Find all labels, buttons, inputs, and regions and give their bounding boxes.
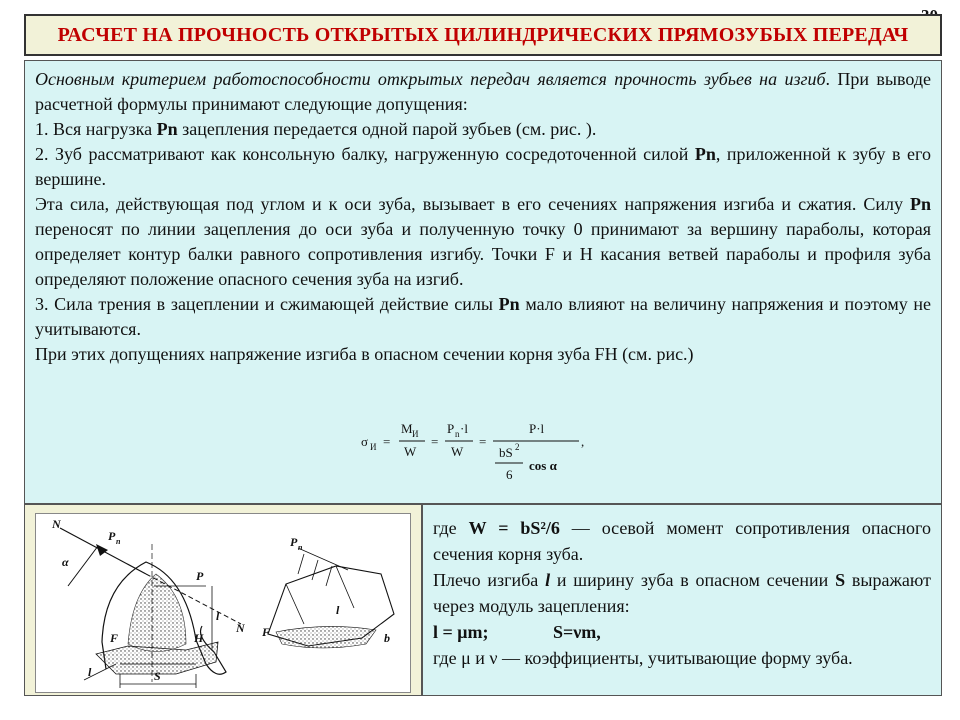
arm-text-e: выражают через модуль зацепления: [433, 570, 931, 616]
tooth-3d-edge [286, 584, 304, 624]
arm-text-c: и ширину зуба в опасном сечении [550, 570, 836, 590]
paragraph-conclusion: При этих допущениях напряжение изгиба в опасном сечении корня зуба FH (см. рис.) [35, 344, 694, 364]
paragraph-force [35, 192, 931, 292]
assumption-1 [35, 117, 931, 142]
formula-cos: cos α [529, 458, 557, 473]
label-pn2: P [290, 535, 298, 549]
criterion-rest: . При выводе расчетной формулы принимают следующие допущения: [35, 69, 931, 114]
figure-panel [24, 504, 422, 696]
page-title: РАСЧЕТ НА ПРОЧНОСТЬ ОТКРЫТЫХ ЦИЛИНДРИЧЕСКИХ ПРЯМОЗУБЫХ ПЕРЕДАЧ [57, 23, 909, 46]
assumption-3-pn: Pn [498, 294, 520, 314]
assumption-3-rest: мало влияют на величину напряжения и поэтому не учитываются. [35, 294, 931, 339]
label-n2: N [236, 621, 245, 635]
formula-comma: , [581, 434, 585, 449]
assumption-3-text: 3. Сила трения в зацеплении и сжимающей действие силы [35, 294, 499, 314]
tooth-3d-section [276, 626, 376, 648]
force-rest: переносят по линии зацепления до оси зуба и полученную точку 0 принимают за вершину параболы, которая определяет контур балки равного сопротивления изгибу. Точки F и H касания ветвей параболы и профиля зуба определяют положение опасного сечения зуба на изгиб. [35, 219, 931, 289]
force-pn: Pn [909, 194, 931, 214]
assumption-2-text: 2. Зуб рассматривают как консольную балку, нагруженную сосредоточенной силой [35, 144, 695, 164]
w-definition [433, 515, 931, 567]
w-def-formula: W = bS²/6 [468, 518, 560, 538]
assumption-1-text: 1. Вся нагрузка [35, 119, 157, 139]
arm-text-a: Плечо изгиба [433, 570, 546, 590]
formula-eq1: = [383, 434, 391, 449]
formula-six: 6 [506, 467, 513, 482]
label-alpha: α [62, 555, 69, 569]
module-formula-l: l = μm; [433, 622, 489, 642]
assumption-3 [35, 292, 931, 342]
explanation-box [422, 504, 942, 696]
bending-stress-formula [361, 413, 601, 493]
formula-w2: W [451, 444, 464, 459]
w-def-rest: — осевой момент сопротивления опасного сечения корня зуба. [433, 518, 931, 564]
w-def-prefix: где [433, 518, 469, 538]
arm-width-text [433, 567, 931, 619]
load-arrow-1 [298, 554, 304, 574]
formula-p-sub: n [455, 429, 460, 439]
alpha-arm [68, 546, 98, 586]
label-pn-sub: n [116, 537, 121, 546]
label-n1: N [52, 517, 61, 531]
label-b: b [384, 631, 390, 645]
formula-m: M [401, 421, 413, 436]
formula-p: P [447, 421, 455, 436]
formula-dot-l: ·l [460, 421, 468, 436]
force-text: Эта сила, действующая под углом и к оси зуба, вызывает в его сечениях напряжения изгиба и сжатия. Силу [35, 194, 910, 214]
load-line [298, 548, 348, 570]
assumption-1-pn: Pn [156, 119, 178, 139]
label-pn2-sub: n [298, 543, 303, 552]
label-pn: P [108, 529, 116, 543]
label-s: S [154, 669, 161, 683]
formula-eq3: = [479, 434, 487, 449]
tooth-drawing [36, 514, 410, 692]
title-bar [24, 14, 942, 56]
formula-sigma-sub: И [370, 442, 377, 452]
formula-exp: 2 [515, 442, 520, 452]
label-h: H [194, 631, 204, 645]
criterion-italic: Основным критерием работоспособности открытых передач является прочность зубьев на изгиб [35, 69, 826, 89]
figure-frame [35, 513, 411, 693]
main-text-box [24, 60, 942, 504]
formula-sigma: σ [361, 434, 369, 449]
module-formulas [433, 619, 931, 645]
label-p: P [196, 569, 204, 583]
arm-text-s: S [835, 570, 846, 590]
assumption-1-rest: зацепления передается одной парой зубьев (см. рис. ). [177, 119, 597, 139]
tooth-3d-edge-2 [336, 566, 354, 608]
formula-num3: P·l [529, 421, 545, 436]
formula-eq2: = [431, 434, 439, 449]
module-formula-s: S=νm, [553, 622, 601, 642]
assumption-2 [35, 142, 931, 192]
formula-w: W [404, 444, 417, 459]
label-l: l [216, 609, 220, 623]
assumption-2-rest: , приложенной к зубу в его вершине. [35, 144, 931, 189]
pn-arrow-icon [96, 544, 108, 556]
arm-text-l: l [545, 570, 551, 590]
label-f2: F [262, 625, 271, 639]
paragraph-criterion [35, 67, 931, 117]
assumption-2-pn: Pn [694, 144, 716, 164]
formula-m-sub: И [412, 429, 419, 439]
label-l2: l [336, 603, 340, 617]
label-f: F [110, 631, 119, 645]
coefficients-text: где μ и ν — коэффициенты, учитывающие форму зуба. [433, 648, 853, 668]
formula-bs: bS [499, 445, 513, 460]
load-arrow-2 [312, 560, 318, 580]
label-l-lower: l [88, 665, 92, 679]
